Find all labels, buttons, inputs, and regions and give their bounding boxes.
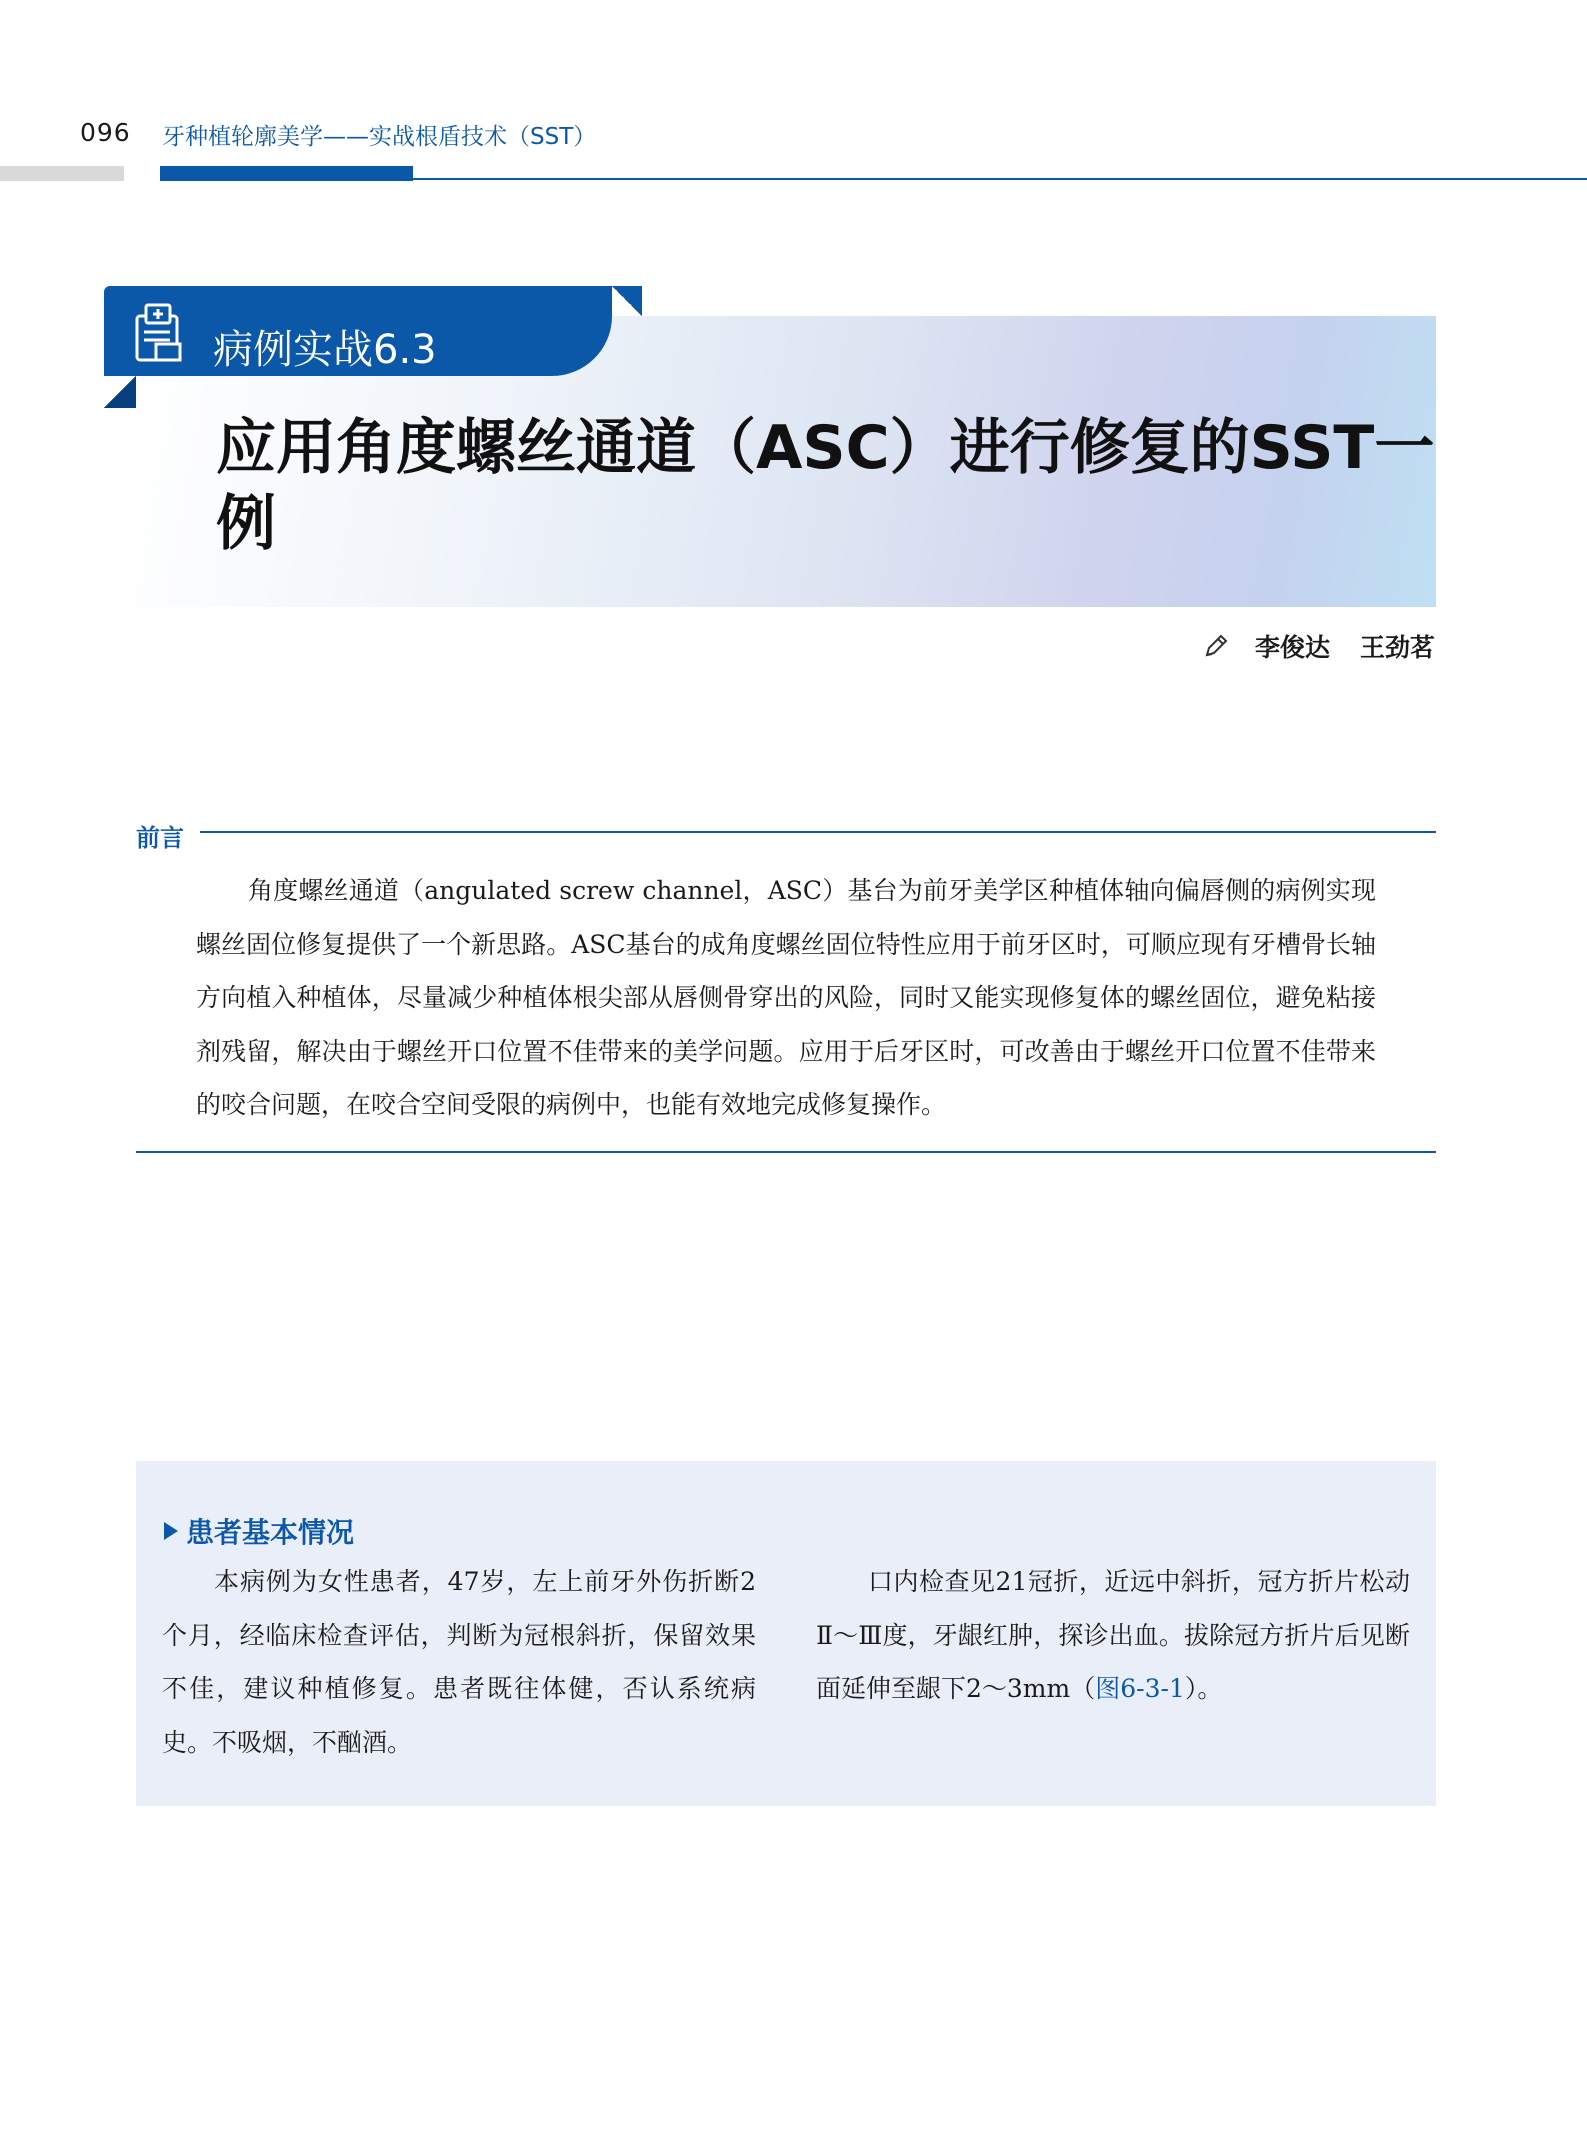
header-gray-bar — [0, 166, 124, 181]
case-title: 应用角度螺丝通道（ASC）进行修复的SST一例 — [216, 413, 1435, 559]
patient-info-left-column: 本病例为女性患者，47岁，左上前牙外伤折断2个月，经临床检查评估，判断为冠根斜折，保留效果不佳，建议种植修复。患者既往体健，否认系统病史。不吸烟，不酗酒。 — [162, 1567, 756, 1757]
pen-icon — [1203, 633, 1229, 659]
tab-fold-decoration — [104, 376, 136, 408]
foreword-text: 角度螺丝通道（angulated screw channel，ASC）基台为前牙美学区种植体轴向偏唇侧的病例实现螺丝固位修复提供了一个新思路。ASC基台的成角度螺丝固位特性应用于前牙区时，可顺应现有牙槽骨长轴方向植入种植体，尽量减少种植体根尖部从唇侧骨穿出的风险，同时又能实现修复体的螺丝固位，避免粘接剂残留，解决由于螺丝开口位置不佳带来的美学问题。应用于后牙区时，可改善由于螺丝开口位置不佳带来的咬合问题，在咬合空间受限的病例中，也能有效地完成修复操作。 — [196, 876, 1376, 1119]
foreword-bottom-rule — [136, 1151, 1436, 1153]
header-blue-block — [160, 166, 413, 181]
author-line — [1203, 628, 1435, 664]
patient-info-heading-text: 患者基本情况 — [186, 1516, 355, 1549]
author-name: 王劲茗 — [1359, 633, 1435, 662]
running-header — [0, 0, 1587, 190]
patient-info-heading — [164, 1511, 354, 1551]
foreword-heading: 前言 — [136, 824, 184, 852]
medical-record-icon — [134, 302, 182, 362]
author-name: 李俊达 — [1254, 633, 1330, 662]
exam-text: 口内检查见21冠折，近远中斜折，冠方折片松动Ⅱ～Ⅲ度，牙龈红肿，探诊出血。拔除冠方折片后见断面延伸至龈下2～3mm（ — [816, 1567, 1410, 1703]
tab-corner-decoration — [612, 286, 642, 316]
exam-text-end: ）。 — [1184, 1674, 1223, 1703]
page-number: 096 — [80, 118, 131, 147]
foreword-rule — [200, 831, 1436, 833]
triangle-bullet-icon — [164, 1522, 178, 1540]
patient-info-right-column — [816, 1555, 1410, 1716]
case-label: 病例实战6.3 — [213, 327, 437, 373]
header-rule — [413, 178, 1587, 180]
book-title: 牙种植轮廓美学——实战根盾技术（SST） — [162, 124, 597, 150]
figure-reference-link[interactable]: 图6-3-1 — [1095, 1674, 1185, 1703]
